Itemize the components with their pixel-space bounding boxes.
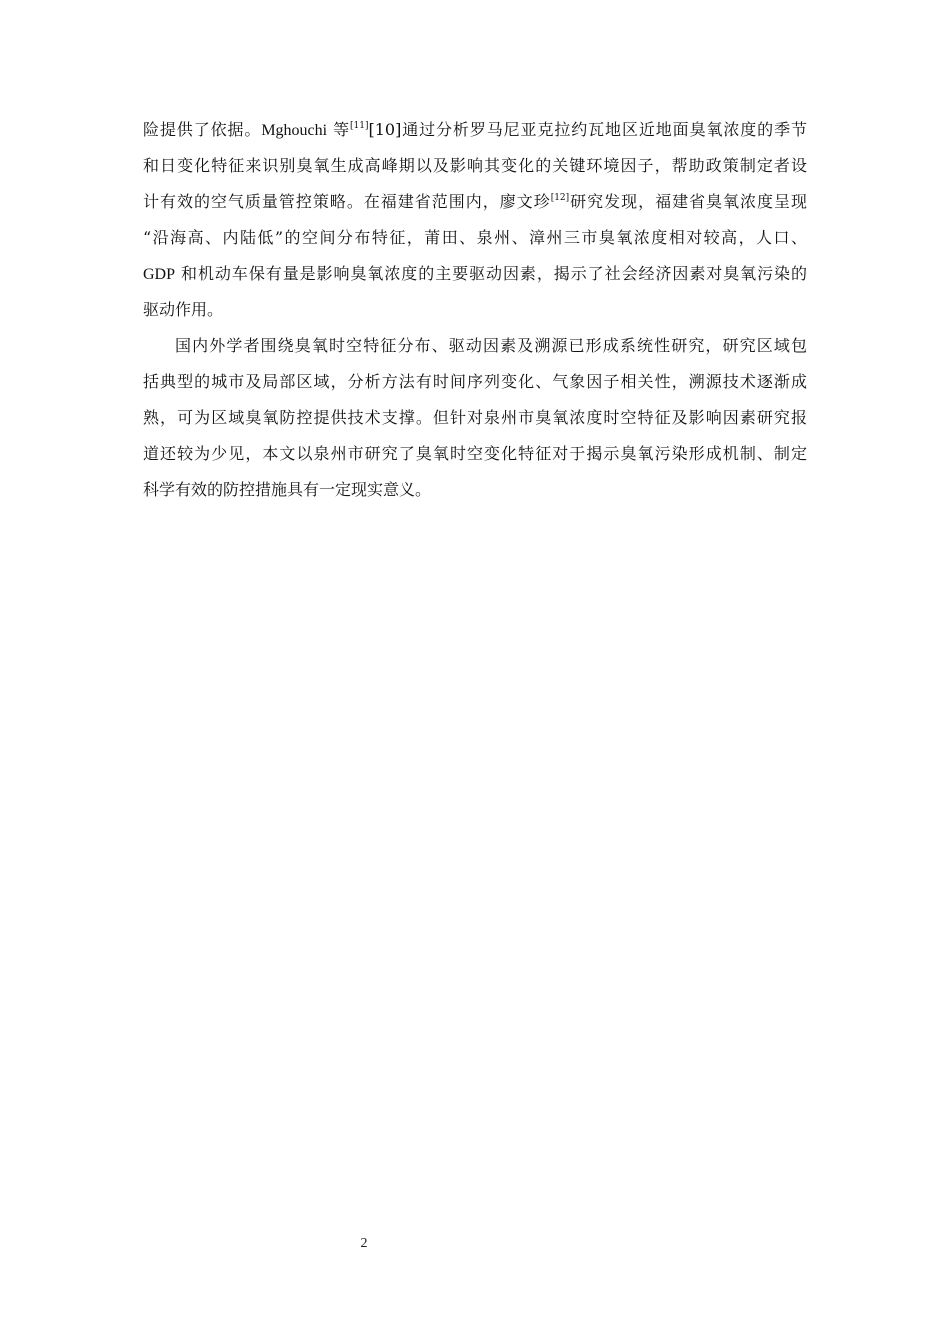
- text-line: [143, 440, 807, 476]
- text-line: [143, 224, 807, 260]
- paragraph-1: [143, 116, 807, 332]
- text-run: 险提供了依据。: [143, 120, 262, 139]
- page-number: 2: [360, 1236, 368, 1251]
- text-run: 国内外学者围绕臭氧时空特征分布、驱动因素及溯源已形成系统性研究，研究区域包: [175, 336, 807, 355]
- text-run: 熟，可为区域臭氧防控提供技术支撑。但针对泉州市臭氧浓度时空特征及影响因素研究报: [143, 408, 807, 427]
- text-run: [10]通过分析罗马尼亚克拉约瓦地区近地面臭氧浓度的季节: [368, 120, 807, 139]
- citation-superscript: [11]: [350, 121, 369, 131]
- text-run: 研究发现，福建省臭氧浓度呈现: [569, 192, 807, 211]
- body-text: [143, 116, 807, 512]
- text-line: [143, 296, 807, 332]
- text-run: 和日变化特征来识别臭氧生成高峰期以及影响其变化的关键环境因子，帮助政策制定者设: [143, 156, 807, 175]
- text-run: 括典型的城市及局部区域，分析方法有时间序列变化、气象因子相关性，溯源技术逐渐成: [143, 372, 807, 391]
- text-line: [143, 260, 807, 296]
- text-run: 科学有效的防控措施具有一定现实意义。: [143, 480, 432, 499]
- paragraph-2: [143, 332, 807, 512]
- citation-superscript: [12]: [550, 193, 570, 203]
- text-run: GDP: [143, 266, 176, 283]
- text-line: [143, 404, 807, 440]
- text-line: [143, 188, 807, 224]
- author-name: Mghouchi: [261, 122, 328, 139]
- text-run: 等: [327, 120, 350, 139]
- text-line: [143, 116, 807, 152]
- text-line: [143, 368, 807, 404]
- text-run: 和机动车保有量是影响臭氧浓度的主要驱动因素，揭示了社会经济因素对臭氧污染的: [175, 264, 807, 283]
- text-run: 计有效的空气质量管控策略。在福建省范围内，廖文珍: [143, 192, 551, 211]
- text-run: 驱动作用。: [143, 300, 224, 319]
- text-line: [143, 332, 807, 368]
- text-line: [143, 152, 807, 188]
- text-run: 道还较为少见，本文以泉州市研究了臭氧时空变化特征对于揭示臭氧污染形成机制、制定: [143, 444, 807, 463]
- text-line: [143, 476, 807, 512]
- text-run: “沿海高、内陆低”的空间分布特征，莆田、泉州、漳州三市臭氧浓度相对较高，人口、: [143, 228, 807, 247]
